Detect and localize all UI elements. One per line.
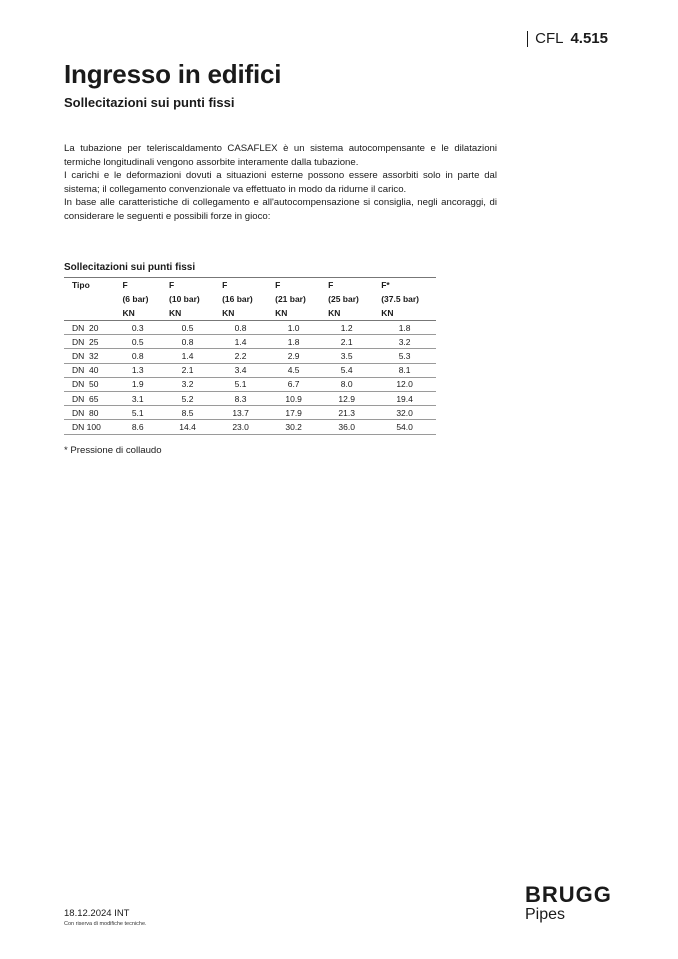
column-header-force: (37.5 bar): [381, 294, 419, 304]
table-cell-value: 5.3: [373, 349, 436, 363]
page-subtitle: Sollecitazioni sui punti fissi: [64, 95, 235, 110]
table-cell-value: 8.0: [320, 377, 373, 391]
document-code-prefix: CFL: [535, 30, 564, 47]
table-cell-value: 32.0: [373, 406, 436, 420]
table-cell-value: 1.8: [373, 321, 436, 335]
table-cell-value: 0.5: [114, 335, 161, 349]
column-header-force: (21 bar): [275, 294, 306, 304]
table-cell-value: 12.9: [320, 391, 373, 405]
table-cell-value: 8.1: [373, 363, 436, 377]
column-header-force: (10 bar): [169, 294, 200, 304]
table-cell-value: 19.4: [373, 391, 436, 405]
table-cell-value: 1.2: [320, 321, 373, 335]
table-cell-value: 0.5: [161, 321, 214, 335]
table-title: Sollecitazioni sui punti fissi: [64, 262, 196, 273]
brugg-logo: [525, 884, 621, 924]
table-cell-value: 3.2: [161, 377, 214, 391]
forces-table: [64, 277, 436, 435]
table-cell-value: 2.9: [267, 349, 320, 363]
table-cell-tipo: DN 100: [64, 420, 114, 434]
column-header-tipo: Tipo: [64, 278, 114, 293]
logo-brand: BRUGG: [525, 882, 612, 907]
table-header-row: [64, 278, 436, 293]
column-header-force: F: [114, 278, 161, 293]
column-header-force: KN: [114, 306, 161, 321]
table-cell-value: 3.2: [373, 335, 436, 349]
table-cell-value: 0.8: [161, 335, 214, 349]
table-header-row: [64, 306, 436, 321]
table-cell-value: 5.1: [214, 377, 267, 391]
table-cell-value: 3.5: [320, 349, 373, 363]
table-cell-value: 21.3: [320, 406, 373, 420]
technical-reserve-note: Con riserva di modifiche tecniche.: [64, 921, 147, 927]
table-cell-value: 1.9: [114, 377, 161, 391]
table-cell-tipo: DN 20: [64, 321, 114, 335]
footnote: * Pressione di collaudo: [64, 445, 162, 456]
column-header-force: (16 bar): [222, 294, 253, 304]
table-cell-tipo: DN 65: [64, 391, 114, 405]
table-cell-value: 36.0: [320, 420, 373, 434]
page-title: Ingresso in edifici: [64, 59, 282, 89]
table-row: [64, 321, 436, 335]
table-cell-value: 2.1: [320, 335, 373, 349]
column-header-force: KN: [373, 306, 436, 321]
intro-text: [64, 142, 497, 224]
table-cell-value: 8.3: [214, 391, 267, 405]
table-cell-value: 1.8: [267, 335, 320, 349]
table-cell-value: 5.4: [320, 363, 373, 377]
table-cell-value: 13.7: [214, 406, 267, 420]
table-cell-tipo: DN 80: [64, 406, 114, 420]
table-cell-value: 12.0: [373, 377, 436, 391]
column-header-tipo: [64, 292, 114, 306]
column-header-force: F: [161, 278, 214, 293]
table-cell-tipo: DN 25: [64, 335, 114, 349]
table-cell-tipo: DN 32: [64, 349, 114, 363]
column-header-force: F: [320, 278, 373, 293]
table-cell-value: 8.5: [161, 406, 214, 420]
column-header-tipo: [64, 306, 114, 321]
table-cell-value: 17.9: [267, 406, 320, 420]
column-header-force: F*: [373, 278, 436, 293]
document-code-number: 4.515: [570, 30, 608, 47]
table-cell-value: 54.0: [373, 420, 436, 434]
table-cell-value: 6.7: [267, 377, 320, 391]
table-cell-value: 1.0: [267, 321, 320, 335]
table-row: [64, 335, 436, 349]
logo-subtitle: Pipes: [525, 906, 566, 923]
table-cell-value: 1.4: [161, 349, 214, 363]
table-cell-value: 0.3: [114, 321, 161, 335]
intro-paragraph: La tubazione per teleriscaldamento CASAFLEX è un sistema autocompensante e le dilatazioni termiche longitudinali vengono assorbite interamente dalla tubazione.: [64, 143, 497, 168]
table-row: [64, 391, 436, 405]
table-cell-value: 10.9: [267, 391, 320, 405]
table-header-row: [64, 292, 436, 306]
table-cell-value: 3.1: [114, 391, 161, 405]
table-cell-value: 14.4: [161, 420, 214, 434]
table-cell-value: 2.1: [161, 363, 214, 377]
table-row: [64, 406, 436, 420]
intro-paragraph: In base alle caratteristiche di collegamento e all'autocompensazione si consiglia, negli ancoraggi, di considerare le seguenti e possibili forze in gioco:: [64, 197, 497, 222]
table-cell-value: 30.2: [267, 420, 320, 434]
column-header-force: KN: [214, 306, 267, 321]
table-cell-tipo: DN 50: [64, 377, 114, 391]
document-date: 18.12.2024 INT: [64, 908, 130, 919]
forces-table-section: [64, 262, 436, 435]
table-row: [64, 377, 436, 391]
table-cell-value: 3.4: [214, 363, 267, 377]
intro-paragraph: I carichi e le deformazioni dovuti a situazioni esterne possono essere assorbiti solo in parte dal sistema; il collegamento convenzionale va effettuato in modo da ridurne il carico.: [64, 170, 497, 195]
table-cell-value: 5.1: [114, 406, 161, 420]
column-header-force: (6 bar): [122, 294, 149, 304]
table-row: [64, 349, 436, 363]
table-cell-value: 0.8: [214, 321, 267, 335]
document-code: [527, 30, 608, 47]
table-cell-value: 1.4: [214, 335, 267, 349]
column-header-force: (25 bar): [328, 294, 359, 304]
column-header-force: F: [267, 278, 320, 293]
table-row: [64, 420, 436, 434]
column-header-force: KN: [161, 306, 214, 321]
table-cell-value: 0.8: [114, 349, 161, 363]
column-header-force: KN: [320, 306, 373, 321]
table-cell-value: 2.2: [214, 349, 267, 363]
column-header-force: KN: [267, 306, 320, 321]
table-cell-value: 4.5: [267, 363, 320, 377]
code-divider: [527, 31, 528, 47]
table-cell-value: 5.2: [161, 391, 214, 405]
table-cell-value: 23.0: [214, 420, 267, 434]
table-row: [64, 363, 436, 377]
table-cell-value: 8.6: [114, 420, 161, 434]
table-cell-value: 1.3: [114, 363, 161, 377]
column-header-force: F: [214, 278, 267, 293]
table-cell-tipo: DN 40: [64, 363, 114, 377]
